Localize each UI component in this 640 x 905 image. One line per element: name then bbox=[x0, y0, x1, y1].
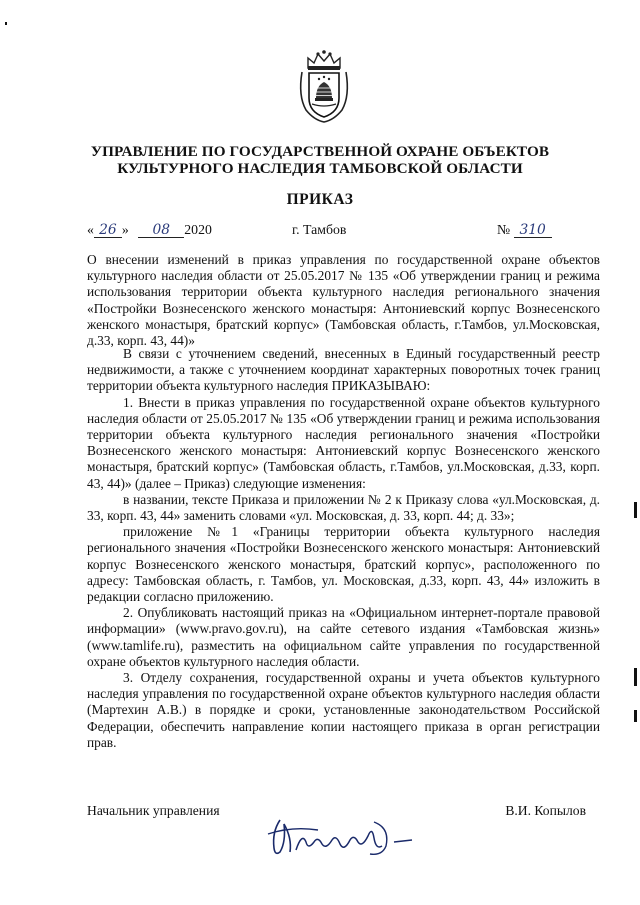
signature-icon bbox=[262, 812, 422, 862]
paragraph-item-1a: в названии, тексте Приказа и приложении № 2 к Приказу слова «ул.Московская, д. 33, корп. 43, 44» заменить словами «ул. Московская, д. 33, корп. 44; д. 33»; bbox=[87, 491, 600, 524]
scan-edge-mark bbox=[5, 22, 7, 25]
authority-name-line1: УПРАВЛЕНИЕ ПО ГОСУДАРСТВЕННОЙ ОХРАНЕ ОБЪЕКТОВ bbox=[90, 143, 550, 160]
coat-of-arms-icon bbox=[296, 48, 352, 124]
paragraph-item-3: 3. Отделу сохранения, государственной охраны и учета объектов культурного наследия управления по государственной охране объектов культурного наследия области (Мартехин А.В.) в порядке и сроки, установленные законодательством Российской Федерации, обеспечить направление копии настоящего приказа в орган регистрации прав. bbox=[87, 670, 600, 750]
paragraph-item-1: 1. Внести в приказ управления по государственной охране объектов культурного наследия области от 25.05.2017 № 135 «Об утверждении границ и режима использования территории объекта культурного наследия регионального значения «Постройки Вознесенского женского монастыря: Антониевский корпус Вознесенского женского монастыря, братский корпус» (Тамбовская область, г.Тамбов, ул.Московская, д.33, корп. 43, 44)» (далее – Приказ) следующие изменения: bbox=[87, 394, 600, 491]
order-city: г. Тамбов bbox=[292, 222, 347, 237]
order-subject: О внесении изменений в приказ управления по государственной охране объектов культурного наследия области от 25.05.2017 № 135 «Об утверждении границ и режима использования территории объекта культурного наследия регионального значения «Постройки Вознесенского женского монастыря: Антониевский корпус Вознесенского женского монастыря, братский корпус» (Тамбовская область, г.Тамбов, ул.Московская, д.33, корп. 43, 44)» bbox=[87, 252, 600, 349]
authority-name-line2: КУЛЬТУРНОГО НАСЛЕДИЯ ТАМБОВСКОЙ ОБЛАСТИ bbox=[117, 160, 523, 177]
document-title: ПРИКАЗ bbox=[286, 191, 354, 208]
paragraph-item-1b: приложение №1 «Границы территории объекта культурного наследия регионального значения «Постройки Вознесенского женского монастыря: Антониевский корпус Вознесенского женского монастыря, братский корпус», расположенного по адресу: Тамбовская область, г. Тамбов, ул. Московская, д.33, корп. 43, 44» изложить в редакции согласно приложению. bbox=[87, 524, 600, 605]
scan-edge-mark bbox=[634, 668, 637, 686]
date-year: 2020 bbox=[184, 222, 212, 237]
number-value: 310 bbox=[519, 222, 546, 238]
date-month: 08 bbox=[152, 222, 171, 238]
date-quote-open: « bbox=[87, 222, 94, 237]
signer-name: В.И. Копылов bbox=[505, 803, 586, 818]
order-number bbox=[497, 221, 552, 239]
number-label: № bbox=[497, 222, 511, 237]
paragraph-item-2: 2. Опубликовать настоящий приказ на «Официальном интернет-портале правовой информации» (www.pravo.gov.ru), на сайте сетевого издания «Тамбовская жизнь» (www.tamlife.ru), разместить на официальном сайте управления по государственной охране объектов культурного наследия области. bbox=[87, 605, 600, 669]
order-date bbox=[87, 221, 212, 239]
date-day: 26 bbox=[99, 222, 117, 238]
scan-edge-mark bbox=[634, 710, 637, 722]
signer-position: Начальник управления bbox=[87, 803, 220, 818]
date-quote-close: » bbox=[121, 222, 129, 237]
order-body bbox=[87, 346, 600, 751]
scan-edge-mark bbox=[634, 502, 637, 518]
paragraph-preamble: В связи с уточнением сведений, внесенных в Единый государственный реестр недвижимости, а также с уточнением координат характерных поворотных точек границ территории объекта культурного наследия ПРИКАЗЫВАЮ: bbox=[87, 346, 600, 394]
